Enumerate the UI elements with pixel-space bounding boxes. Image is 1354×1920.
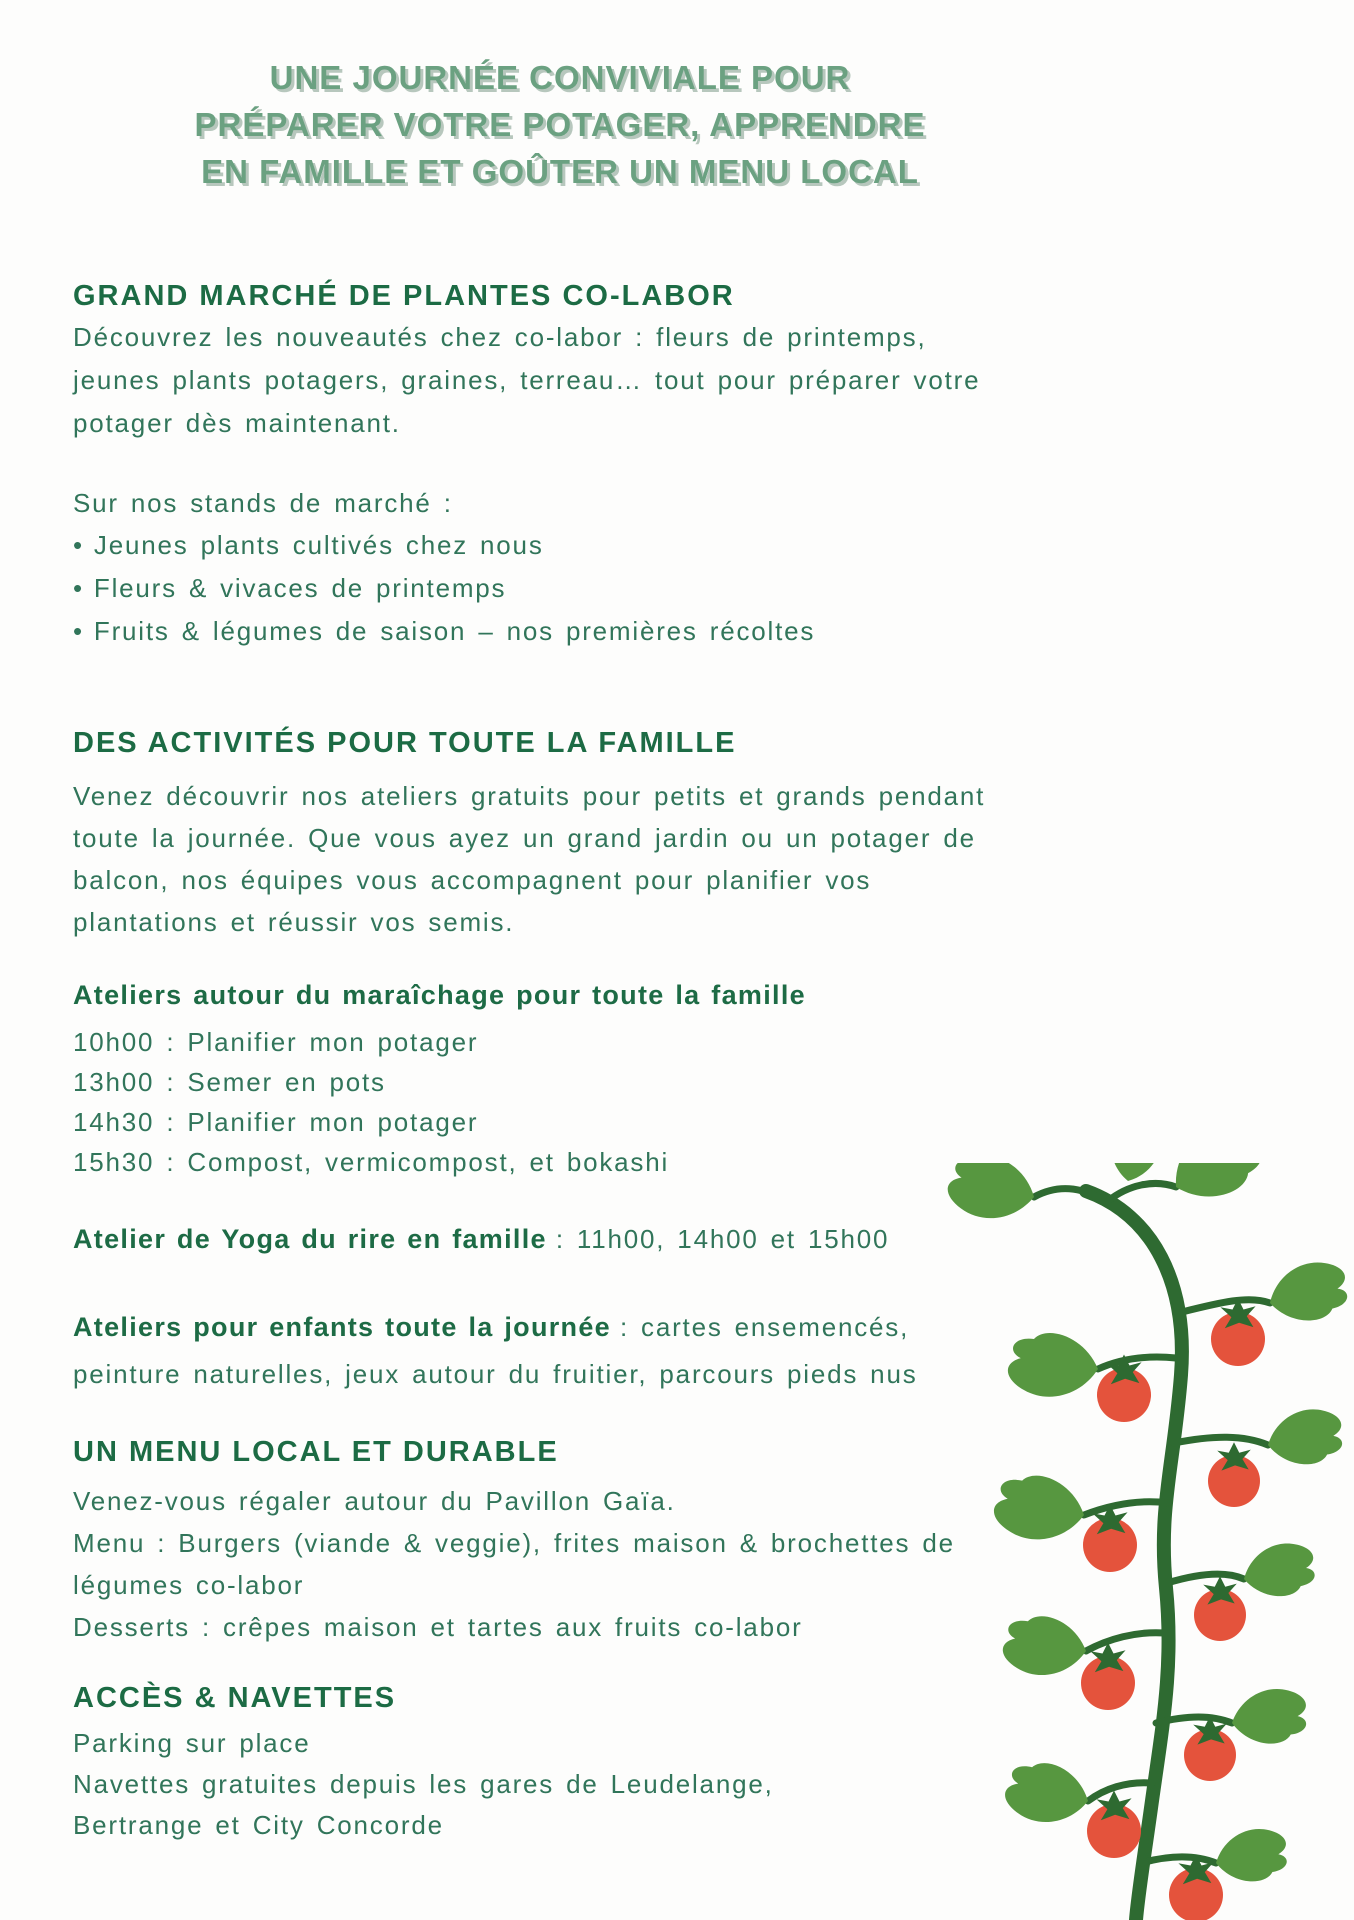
activities-intro-line: balcon, nos équipes vous accompagnent pour planifier vos (73, 865, 872, 895)
section-heading-access: ACCÈS & NAVETTES (73, 1682, 397, 1714)
kids-workshops-label: Ateliers pour enfants toute la journée (73, 1312, 611, 1342)
activities-intro (73, 775, 985, 943)
access-line: Parking sur place (73, 1728, 311, 1758)
workshops-schedule (73, 1022, 669, 1182)
menu-line: Desserts : crêpes maison et tartes aux fruits co-labor (73, 1612, 803, 1642)
bullet-icon: • (73, 530, 84, 560)
bullet-icon: • (73, 616, 84, 646)
page-title (60, 54, 1060, 195)
page-title-line-3: EN FAMILLE ET GOÛTER UN MENU LOCAL (201, 153, 919, 190)
bullet-icon: • (73, 573, 84, 603)
menu-line: légumes co-labor (73, 1570, 305, 1600)
vine-leaves (943, 1163, 1353, 1886)
workshop-schedule-item: 15h30 : Compost, vermicompost, et bokashi (73, 1147, 670, 1177)
stands-list (73, 524, 815, 653)
stands-item-label: Jeunes plants cultivés chez nous (93, 530, 544, 560)
workshop-schedule-item: 10h00 : Planifier mon potager (73, 1027, 479, 1057)
yoga-workshop-line (73, 1224, 889, 1255)
activities-intro-line: Venez découvrir nos ateliers gratuits pour petits et grands pendant (73, 781, 986, 811)
yoga-workshop-label: Atelier de Yoga du rire en famille (73, 1224, 547, 1254)
stands-item-label: Fruits & légumes de saison – nos premières récoltes (93, 616, 816, 646)
menu-details (73, 1480, 955, 1648)
page-title-line-1: UNE JOURNÉE CONVIVIALE POUR (269, 59, 851, 96)
page-title-line-2: PRÉPARER VOTRE POTAGER, APPRENDRE (194, 106, 926, 143)
tomato-vine-illustration (938, 1163, 1354, 1920)
yoga-workshop-times: : 11h00, 14h00 et 15h00 (555, 1224, 890, 1254)
market-intro-line: Découvrez les nouveautés chez co-labor : fleurs de printemps, (73, 322, 927, 352)
kids-workshops-block (73, 1306, 918, 1396)
market-intro (73, 316, 980, 445)
kids-workshops-line-1 (73, 1306, 918, 1353)
stands-list-item (73, 524, 815, 567)
activities-intro-line: toute la journée. Que vous ayez un grand jardin ou un potager de (73, 823, 976, 853)
workshop-schedule-item: 14h30 : Planifier mon potager (73, 1107, 479, 1137)
market-intro-line: potager dès maintenant. (73, 408, 401, 438)
section-heading-activities: DES ACTIVITÉS POUR TOUTE LA FAMILLE (73, 727, 737, 759)
menu-line: Venez-vous régaler autour du Pavillon Gaïa. (73, 1486, 676, 1516)
stands-label: Sur nos stands de marché : (73, 488, 453, 518)
section-heading-market: GRAND MARCHÉ DE PLANTES CO-LABOR (73, 280, 735, 312)
kids-workshops-line-2: peinture naturelles, jeux autour du fruitier, parcours pieds nus (73, 1359, 918, 1389)
kids-workshops-rest: : cartes ensemencés, (619, 1312, 910, 1342)
workshops-heading: Ateliers autour du maraîchage pour toute la famille (73, 980, 806, 1010)
access-line: Navettes gratuites depuis les gares de Leudelange, (73, 1769, 774, 1799)
menu-line: Menu : Burgers (viande & veggie), frites maison & brochettes de (73, 1528, 955, 1558)
stands-item-label: Fleurs & vivaces de printemps (93, 573, 507, 603)
market-intro-line: jeunes plants potagers, graines, terreau… tout pour préparer votre (73, 365, 981, 395)
stands-list-item (73, 567, 815, 610)
workshop-schedule-item: 13h00 : Semer en pots (73, 1067, 386, 1097)
access-details (73, 1723, 774, 1846)
activities-intro-line: plantations et réussir vos semis. (73, 907, 515, 937)
access-line: Bertrange et City Concorde (73, 1810, 444, 1840)
section-heading-menu: UN MENU LOCAL ET DURABLE (73, 1436, 559, 1468)
stands-list-item (73, 610, 815, 653)
